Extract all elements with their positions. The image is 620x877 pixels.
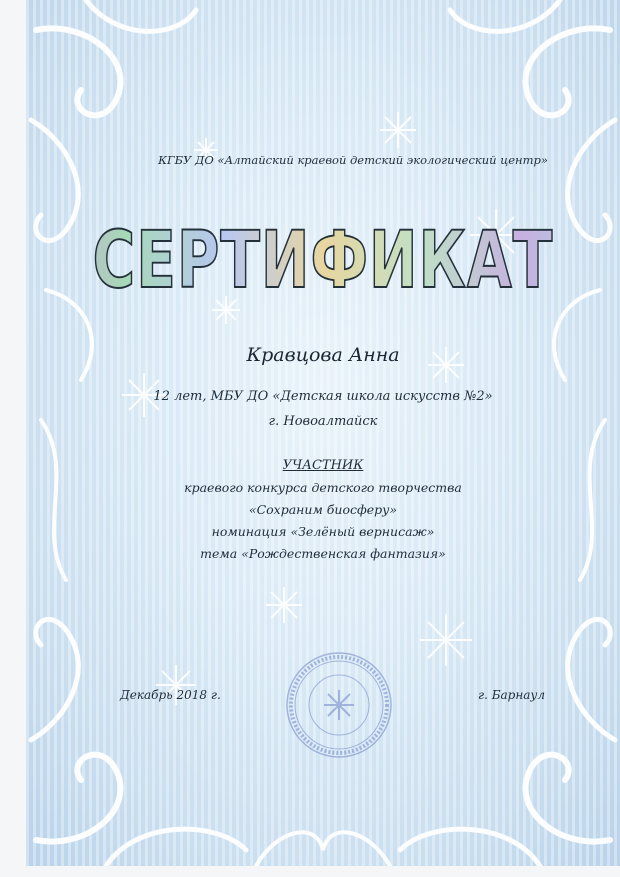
issue-date: Декабрь 2018 г. bbox=[120, 688, 221, 702]
recipient-name: Кравцова Анна bbox=[246, 344, 400, 366]
contest-line-2: «Сохраним биосферу» bbox=[248, 502, 398, 517]
contest-line-1: краевого конкурса детского творчества bbox=[184, 480, 462, 495]
official-seal-stamp bbox=[284, 650, 394, 760]
recipient-info-line1: 12 лет, МБУ ДО «Детская школа искусств №2» bbox=[153, 389, 493, 404]
contest-line-3: номинация «Зелёный вернисаж» bbox=[211, 524, 435, 539]
certificate-sheet bbox=[26, 0, 620, 866]
organization-name: КГБУ ДО «Алтайский краевой детский экологический центр» bbox=[158, 153, 548, 167]
certificate-title: СЕРТИФИКАТ bbox=[26, 214, 620, 306]
recipient-info-line2: г. Новоалтайск bbox=[268, 414, 378, 429]
issue-city: г. Барнаул bbox=[478, 688, 546, 702]
participant-role: УЧАСТНИК bbox=[282, 458, 364, 473]
contest-line-4: тема «Рождественская фантазия» bbox=[200, 546, 446, 561]
